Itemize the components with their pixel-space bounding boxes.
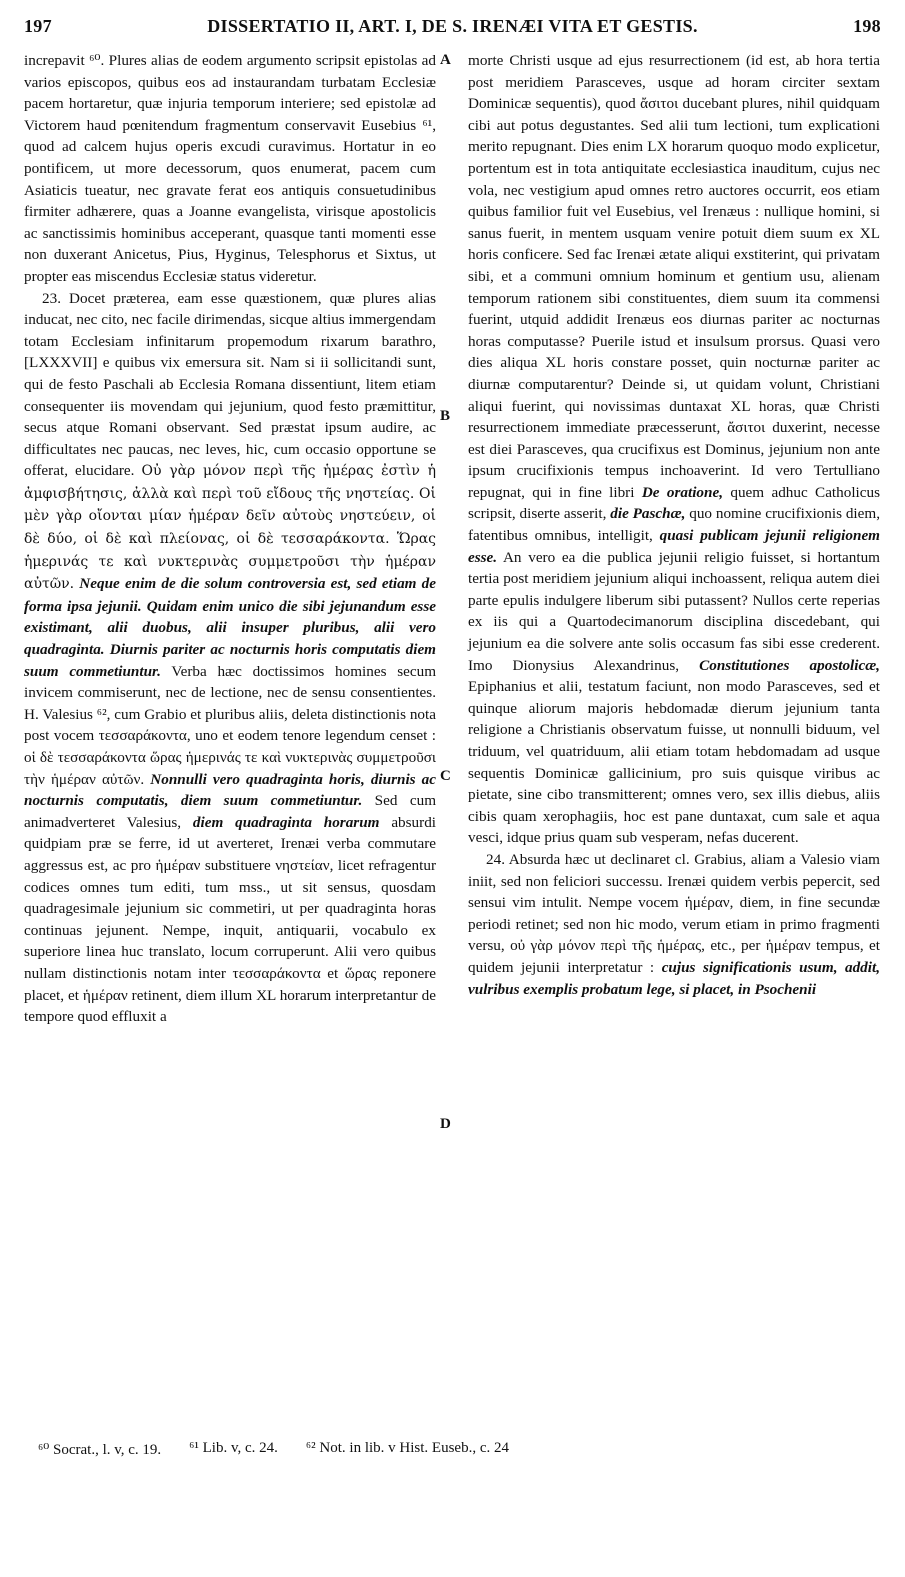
paragraph-text: quo nomine crucifixionis diem, fatentibus omnibus, intelligit, [468,505,881,545]
page-header [24,16,881,42]
paragraph: increpavit ⁶⁰. Plures alias de eodem argumento scripsit epistolas ad varios episcopos, quibus eos ad instaurandam turbatam Ecclesiæ pacem hortaretur, quæ injuria temporum interiere; sed epistolæ ad Victorem haud pœnitendum fragmentum conservavit Eusebius ⁶¹, quod ad calcem hujus operis excudi curavimus. Hortatur in eo pontificem, ut more decessorum, quos enumerat, pacem cum Asiaticis tueatur, nec gravate ferat eos antiquis consuetudinibus firmiter adhærere, quas a Joanne evangelista, virisque apostolicis ac sanctissimis hominibus acceperant, quasque tanti momenti esse non duxerant Anicetus, Pius, Hyginus, Telesphorus et Sixtus, ut propter eas miscendus Ecclesiæ status videretur. [24,52,436,285]
margin-letter-b: B [440,408,451,424]
page-number-left: 197 [24,16,52,36]
footnotes [38,1440,881,1459]
paragraph-text: quem adhuc Catholicus scripsit, diserte asserit, [468,483,881,523]
paragraph-24 [468,849,880,1000]
footnote-62: ⁶² Not. in lib. v Hist. Euseb., c. 24 [305,1440,509,1456]
paragraph-text: morte Christi usque ad ejus resurrectionem (id est, ab hora tertia post meridiem Parasceves, usque ad horam circiter sextam Dominicæ sequentis), quod ἄσιτοι ducebant plures, nihil quidquam cibi aut potus degustantes. Sed alii tum lectioni, tum explicationi merito repugnant. Dies enim LX horarum quoquo modo explicetur, portentum est in tota antiquitate ecclesiastica inauditum, cujus nec vola, nec vestigium apud omnes retro auctores occurrit, eos etiam quibus familior fuit vel Eusebius, vel Irenæus : nullique homini, si sanus fuerit, in mentem usquam venire potuit diem suum ex XL horis conficere. Sed fac Irenæi ætate aliqui exstiterint, qui privatam sibi, et a communi omnium hominum et gentium usu, alienam temporum rationem sibi constituentes, diem suum ita commensi fuerint, utquid addidit Irenæus eos diurnas pariter ac nocturnas horas computasse? Puerile istud et insulsum prorsus. Quasi vero dies aliqua XL horis constare posset, quin nocturnæ pariter ac diurnæ computarentur? Deinde si, ut quidam volunt, Christiani aliqui fuerint, qui novissimas duntaxat XL horas, quæ Christi resurrectionem immediate præcesserunt, ἄσιτοι duxerint, necesse est diei Parasceves, qua crucifixus est Dominus, jejunium non ante ipsum crucifixionis tempus inchoaverint. Id vero Tertulliano repugnat, qui in fine libri [468,52,880,501]
paragraph-text: 23. Docet præterea, eam esse quæstionem, quæ plures alias inducat, nec cito, nec facile dirimendas, sicque altius immergendam totam Ecclesiam infinitarum propemodum rixarum barathro, [LXXXVII] e quibus vix emersura sit. Nam si ii sollicitandi sunt, qui de festo Paschali ab Ecclesia Romana dissentiunt, litem etiam consequenter iis movendam qui jejunium, quod festo præmittitur, secus atque Romani observant. Sed præstat ipsum audire, ac difficultates nec paucas, nec leves, hic, cum occasio opportune se offerat, elucidare. [24,289,436,480]
emphasis: die Paschæ, [610,505,686,523]
emphasis: diem quadraginta horarum [192,813,380,831]
paragraph-text: 24. Absurda hæc ut declinaret cl. Grabius, aliam a Valesio viam iniit, sed non feliciori successu. Irenæi quidem verbis pepercit, sed sensui vim intulit. Nempe vocem ἡμέραν, diem, in fine secundæ periodi retinet; sed non hic modo, verum etiam in primo fragmenti versu, οὐ γὰρ μόνον περὶ τῆς ἡμέρας, etc., per ἡμέραν tempus, et quidem jejunii interpretatur : [468,850,880,976]
greek-quotation: Οὐ γὰρ μόνον περὶ τῆς ἡμέρας ἐστὶν ἡ ἀμφισβήτησις, ἀλλὰ καὶ περὶ τοῦ εἴδους τῆς νηστείας. Οἱ μὲν γὰρ οἴονται μίαν ἡμέραν δεῖν αὐτοὺς νηστεύειν, οἱ δὲ δύο, οἱ δὲ καὶ πλείονας, οἱ δὲ τεσσαράκοντα. Ὥρας ἡμερινάς τε καὶ νυκτερινὰς συμμετροῦσι τὴν ἡμέραν αὐτῶν. [24,463,437,593]
latin-translation: Nonnulli vero quadraginta horis, diurnis ac nocturnis computatis, diem suum commetiuntur. [24,770,437,810]
paragraph-text: An vero ea die publica jejunii religio fuisset, si hortantum tertia post meridiem jejunium aliqui inchoassent, reliqua autem diei parte epulis indulgere liberum sibi putassent? Nullos certe reperias ex iis qui a Quartodecimanorum disciplina discedebant, qui jejunium ea die solvere ante solis occasum fas sibi esse crederent. Imo Dionysius Alexandrinus, [468,548,880,674]
emphasis: quasi publicam jejunii religionem esse. [468,527,880,566]
margin-letter-d: D [440,1116,451,1132]
paragraph [468,50,880,849]
left-column [24,50,436,1028]
paragraph-text: Sed cum animadverteret Valesius, [24,792,437,831]
right-column [468,50,880,1000]
footnote-60: ⁶⁰ Socrat., l. v, c. 19. [38,1442,162,1458]
emphasis: Constitutiones apostolicæ, [699,656,880,674]
page-number-right: 198 [853,16,881,36]
emphasis: De oratione, [641,483,723,501]
margin-letter-c: C [440,768,451,784]
footnote-61: ⁶¹ Lib. v, c. 24. [189,1440,278,1456]
latin-translation: Neque enim de die solum controversia est, sed etiam de forma ipsa jejunii. Quidam enim unico die sibi jejunandum esse existimant, alii duobus, alii insuper pluribus, alii vero quadraginta. Diurnis pariter ac nocturnis horis computatis diem suum commetiuntur. [24,575,436,680]
paragraph-text: Epiphanius et alii, testatum faciunt, non modo Parasceves, sed et quinque aliorum majoris hebdomadæ dierum jejunium tanta religione a Christianis observatum fuisse, ut nonnulli biduum, vel triduum, vel quatriduum, alii etiam totam hebdomadam ad usque sequentis Dominicæ gallicinium, pro suis quisque viribus ac pietate, sine cibo transmitterent; omnes vero, sex illis diebus, aliis cibis quam xerophagiis, hoc est pane duntaxat, cum sale et aqua vesci, idque prius quam sub vesperam, nefas ducerent. [468,678,880,847]
paragraph-23 [24,288,436,1028]
paragraph-text: Verba hæc doctissimos homines secum invicem commiserunt, nec de lectione, nec de sensu consentientes. H. Valesius ⁶², cum Grabio et pluribus aliis, deleta distinctionis nota post vocem τεσσαράκοντα, uno et eodem tenore legendum censet : οἱ δὲ τεσσαράκοντα ὥρας ἡμερινάς τε καὶ νυκτερινὰς συμμετροῦσι τὴν ἡμέραν αὐτῶν. [24,662,437,788]
running-title: DISSERTATIO II, ART. I, DE S. IRENÆI VITA ET GESTIS. [207,16,698,36]
emphasis: cujus significationis usum, addit, vulribus exemplis probatum lege, si placet, in Psochenii [468,958,881,998]
margin-letter-a: A [440,52,451,68]
paragraph-text: absurdi quidpiam præ se ferre, id ut averteret, Irenæi verba commutare aggressus est, ac pro ἡμέραν substituere νηστείαν, licet refragentur codices omnes tum editi, tum mss., ut sit sensus, quosdam quadragesimale jejunium sic commetiri, ut per quadraginta horas continuas jejunent. Nempe, inquit, antiquarii, vocabulo ex superiore linea huc translato, locum corruperunt. Alii vero quibus nullam distinctionis notam inter τεσσαράκοντα et ὥρας reponere placet, et ἡμέραν retinent, diem illum XL horarum interpretantur de tempore quod effluxit a [24,813,437,1026]
